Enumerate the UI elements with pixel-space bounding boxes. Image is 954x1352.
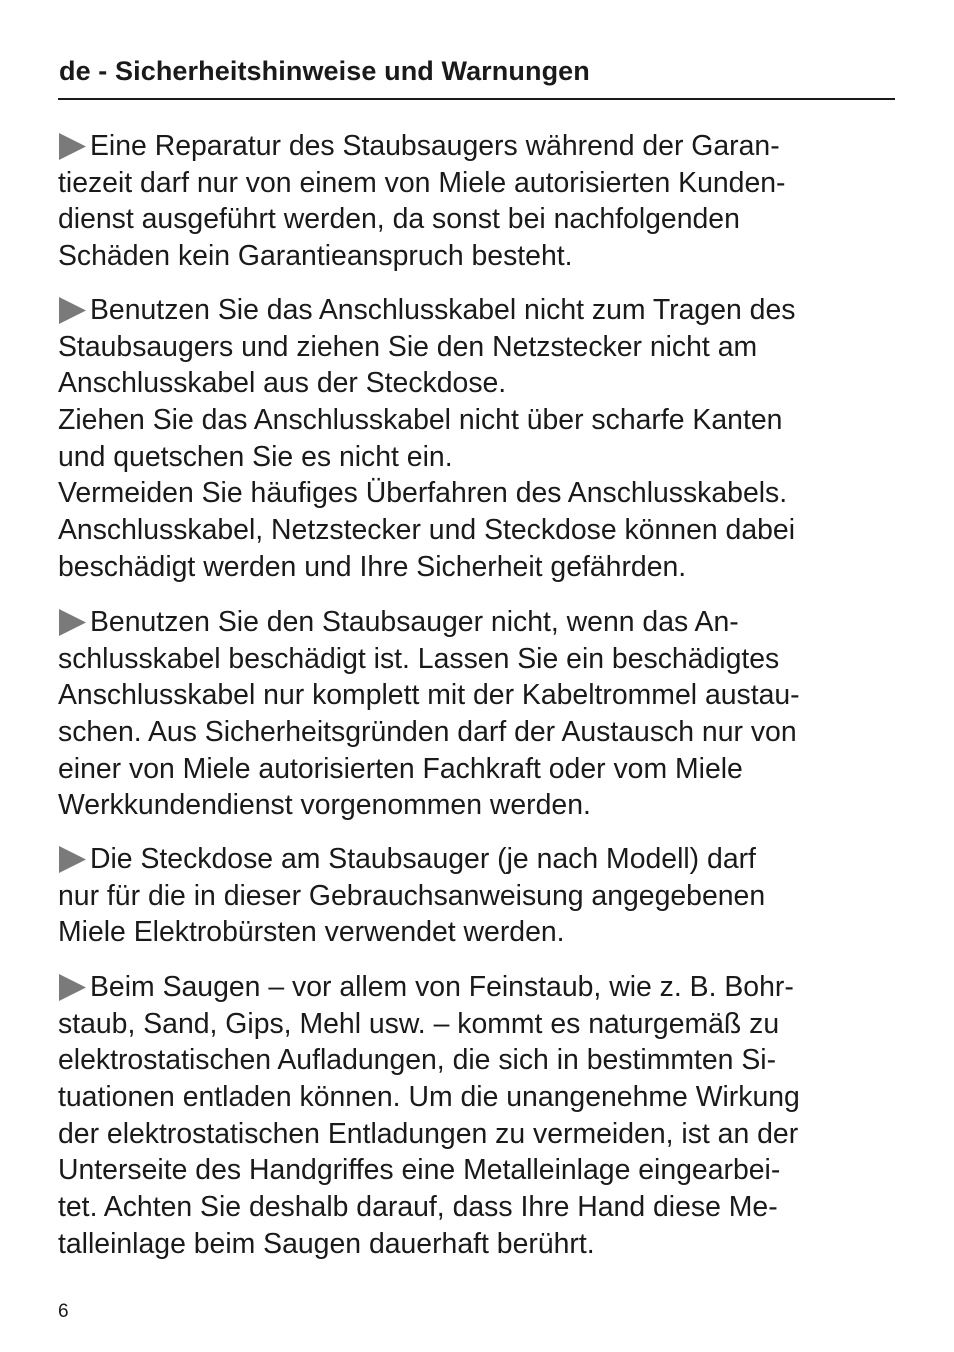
text-line (58, 677, 898, 714)
line-text: Benutzen Sie das Anschlusskabel nicht zum Tragen des (90, 294, 796, 326)
line-text: Schäden kein Garantieanspruch besteht. (58, 240, 573, 273)
line-text: beschädigt werden und Ihre Sicherheit gefährden. (58, 550, 687, 583)
page-header (58, 52, 895, 100)
text-line (58, 751, 898, 788)
text-line (58, 1116, 898, 1153)
text-line (58, 1079, 898, 1116)
text-line (58, 1189, 898, 1226)
line-text: staub, Sand, Gips, Mehl usw. – kommt es naturgemäß zu (58, 1007, 780, 1040)
line-text: Ziehen Sie das Anschlusskabel nicht über scharfe Kanten (58, 404, 783, 437)
text-line (58, 329, 898, 366)
text-line (58, 914, 898, 951)
triangle-right-icon (59, 133, 86, 160)
line-text: tiezeit darf nur von einem von Miele autorisierten Kunden- (58, 166, 786, 199)
warning-paragraph (58, 292, 898, 586)
line-text: nur für die in dieser Gebrauchsanweisung angegebenen (58, 879, 766, 912)
line-text: Benutzen Sie den Staubsauger nicht, wenn das An- (90, 606, 739, 638)
page-number: 6 (58, 1301, 69, 1322)
text-line (58, 439, 898, 476)
text-line (58, 402, 898, 439)
text-line (58, 714, 898, 751)
line-text: Die Steckdose am Staubsauger (je nach Modell) darf (90, 843, 756, 875)
warning-paragraph (58, 969, 898, 1263)
line-text: Anschlusskabel, Netzstecker und Steckdose können dabei (58, 514, 796, 547)
triangle-right-icon (59, 974, 86, 1001)
line-text: Beim Saugen – vor allem von Feinstaub, wie z. B. Bohr- (90, 971, 794, 1003)
text-line (58, 604, 898, 641)
line-text: talleinlage beim Saugen dauerhaft berührt. (58, 1227, 595, 1260)
text-line (58, 878, 898, 915)
text-line (58, 969, 898, 1006)
line-text: Unterseite des Handgriffes eine Metalleinlage eingearbei- (58, 1154, 781, 1187)
triangle-right-icon (59, 609, 86, 636)
line-text: dienst ausgeführt werden, da sonst bei nachfolgenden (58, 203, 740, 236)
text-line (58, 292, 898, 329)
text-line (58, 1042, 898, 1079)
line-text: einer von Miele autorisierten Fachkraft oder vom Miele (58, 752, 743, 785)
line-text: Anschlusskabel nur komplett mit der Kabeltrommel austau- (58, 679, 800, 712)
line-text: Eine Reparatur des Staubsaugers während der Garan- (90, 130, 780, 162)
line-text: elektrostatischen Aufladungen, die sich in bestimmten Si- (58, 1044, 777, 1077)
text-line (58, 1006, 898, 1043)
text-line (58, 365, 898, 402)
page-title: de - Sicherheitshinweise und Warnungen (59, 56, 590, 86)
triangle-right-icon (59, 297, 86, 324)
line-text: schlusskabel beschädigt ist. Lassen Sie ein beschädigtes (58, 642, 780, 675)
line-text: Werkkundendienst vorgenommen werden. (58, 789, 591, 822)
text-line (58, 1152, 898, 1189)
line-text: Miele Elektrobürsten verwendet werden. (58, 916, 565, 949)
line-text: und quetschen Sie es nicht ein. (58, 440, 453, 473)
text-line (58, 128, 898, 165)
line-text: Vermeiden Sie häufiges Überfahren des Anschlusskabels. (58, 477, 788, 510)
text-line (58, 512, 898, 549)
text-line (58, 238, 898, 275)
warning-paragraph (58, 604, 898, 824)
triangle-right-icon (59, 846, 86, 873)
text-line (58, 1226, 898, 1263)
line-text: Anschlusskabel aus der Steckdose. (58, 367, 507, 400)
line-text: tuationen entladen können. Um die unangenehme Wirkung (58, 1081, 800, 1114)
text-line (58, 549, 898, 586)
line-text: schen. Aus Sicherheitsgründen darf der Austausch nur von (58, 716, 797, 749)
text-line (58, 475, 898, 512)
line-text: tet. Achten Sie deshalb darauf, dass Ihre Hand diese Me- (58, 1191, 778, 1224)
text-line (58, 201, 898, 238)
text-line (58, 841, 898, 878)
warning-paragraph (58, 128, 898, 275)
line-text: Staubsaugers und ziehen Sie den Netzstecker nicht am (58, 330, 758, 363)
warning-paragraph (58, 841, 898, 951)
line-text: der elektrostatischen Entladungen zu vermeiden, ist an der (58, 1117, 799, 1150)
text-line (58, 787, 898, 824)
text-line (58, 165, 898, 202)
text-line (58, 641, 898, 678)
